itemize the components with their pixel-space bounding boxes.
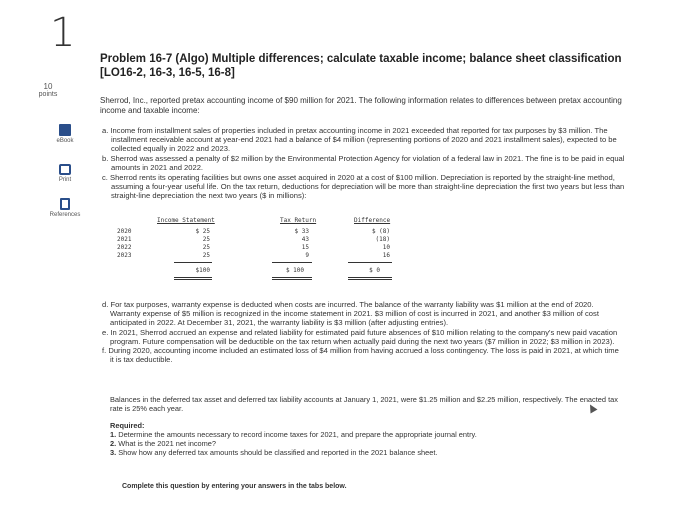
income-cell: 25 bbox=[202, 236, 210, 243]
list-item: b. Sherrod was assessed a penalty of $2 million by the Environmental Protection Agency for violation of a federal law in 2021. The fine is to be paid in equal amounts in 2021 and 2022. bbox=[102, 154, 625, 173]
print-button[interactable] bbox=[40, 164, 90, 183]
total-rule bbox=[174, 262, 212, 263]
header-tax-return: Tax Return bbox=[280, 217, 317, 224]
tax-cell: 43 bbox=[301, 236, 309, 243]
income-total: $100 bbox=[195, 267, 210, 274]
question-number: 1 bbox=[50, 10, 76, 56]
print-label: Print bbox=[58, 177, 72, 183]
row-year: 2022 bbox=[117, 244, 132, 251]
required-item bbox=[110, 448, 630, 457]
complete-instruction: Complete this question by entering your answers in the tabs below. bbox=[122, 483, 347, 490]
required-number: 1. bbox=[110, 430, 117, 439]
required-heading: Required: bbox=[110, 421, 145, 430]
list-item: e. In 2021, Sherrod accrued an expense and related liability for estimated paid future absences of $10 million relating to the company's new paid vacation program. Future compensation will be deductible on the tax return when actually paid during the next two years ($7 million in 2022; $3 million in 2023). bbox=[102, 327, 618, 346]
balances-text: Balances in the deferred tax asset and deferred tax liability accounts at January 1, 2021, were $1.25 million and $2.25 million, respectively. The enacted tax rate is 25% each year. bbox=[110, 395, 618, 413]
ebook-label: eBook bbox=[56, 138, 74, 144]
row-year: 2020 bbox=[117, 228, 132, 235]
double-rule bbox=[174, 277, 212, 280]
header-income-statement: Income Statement bbox=[157, 217, 215, 224]
required-text: Determine the amounts necessary to record income taxes for 2021, and prepare the appropriate journal entry. bbox=[118, 430, 477, 439]
document-icon bbox=[60, 198, 70, 210]
diff-cell: 10 bbox=[382, 244, 390, 251]
points-indicator bbox=[36, 82, 60, 98]
tax-total: $ 100 bbox=[285, 267, 304, 274]
income-cell: 25 bbox=[202, 252, 210, 259]
diff-cell: (18) bbox=[375, 236, 390, 243]
income-cell: $ 25 bbox=[195, 228, 210, 235]
info-list-d-f bbox=[102, 300, 622, 364]
required-text: Show how any deferred tax amounts should be classified and reported in the 2021 balance sheet. bbox=[118, 448, 438, 457]
double-rule bbox=[272, 277, 312, 280]
required-item bbox=[110, 439, 630, 448]
list-item: a. Income from installment sales of properties included in pretax accounting income in 2021 exceeded that reported for tax purposes by $3 million. The installment receivable account at year-end 2021 had a balance of $4 million (representing portions of 2020 and 2021 installment sales), expected to be collected equally in 2022 and 2023. bbox=[102, 126, 617, 154]
ebook-button[interactable] bbox=[40, 124, 90, 144]
info-list-a-c bbox=[102, 126, 642, 201]
tax-cell: $ 33 bbox=[294, 228, 309, 235]
tax-cell: 15 bbox=[301, 244, 309, 251]
problem-title: Problem 16-7 (Algo) Multiple differences; calculate taxable income; balance sheet classification [LO16-2, 16-3, 16-5, 16-8] bbox=[100, 53, 622, 79]
references-button[interactable] bbox=[40, 198, 90, 218]
required-number: 2. bbox=[110, 439, 117, 448]
list-item: c. Sherrod rents its operating facilities but owns one asset acquired in 2020 at a cost of $100 million. Depreciation is reported by the straight-line method, assuming a four-year useful life. On the tax return, deductions for depreciation will be more than straight-line depreciation the first two years but less than straight-line depreciation the next two years ($ in millions): bbox=[102, 173, 625, 201]
intro-text: Sherrod, Inc., reported pretax accounting income of $90 million for 2021. The following information relates to differences between pretax accounting income and taxable income: bbox=[100, 96, 622, 115]
list-item: d. For tax purposes, warranty expense is deducted when costs are incurred. The balance of the warranty liability was $1 million at the end of 2020. Warranty expense of $5 million is recognized in the income statement in 2021. $3 million of cost is incurred in 2021, and another $3 million of cost anticipated in 2022. At December 31, 2021, the warranty liability is $3 million (after adjusting entries). bbox=[102, 300, 599, 328]
diff-cell: $ (8) bbox=[371, 228, 390, 235]
row-year: 2021 bbox=[117, 236, 132, 243]
required-number: 3. bbox=[110, 448, 117, 457]
required-section bbox=[110, 421, 630, 457]
income-cell: 25 bbox=[202, 244, 210, 251]
diff-cell: 16 bbox=[382, 252, 390, 259]
tax-cell: 9 bbox=[305, 252, 309, 259]
points-value: 10 bbox=[43, 82, 53, 91]
points-label: points bbox=[38, 91, 58, 98]
book-icon bbox=[59, 124, 71, 136]
required-text: What is the 2021 net income? bbox=[118, 439, 217, 448]
diff-total: $ 0 bbox=[369, 267, 380, 274]
double-rule bbox=[348, 277, 392, 280]
list-item: f. During 2020, accounting income included an estimated loss of $4 million from having accrued a loss contingency. The loss is paid in 2021, at which time it is tax deductible. bbox=[102, 346, 619, 365]
references-label: References bbox=[49, 212, 81, 218]
required-item bbox=[110, 430, 630, 439]
header-difference: Difference bbox=[354, 217, 391, 224]
printer-icon bbox=[59, 164, 71, 175]
total-rule bbox=[348, 262, 392, 263]
total-rule bbox=[272, 262, 312, 263]
row-year: 2023 bbox=[117, 252, 132, 259]
